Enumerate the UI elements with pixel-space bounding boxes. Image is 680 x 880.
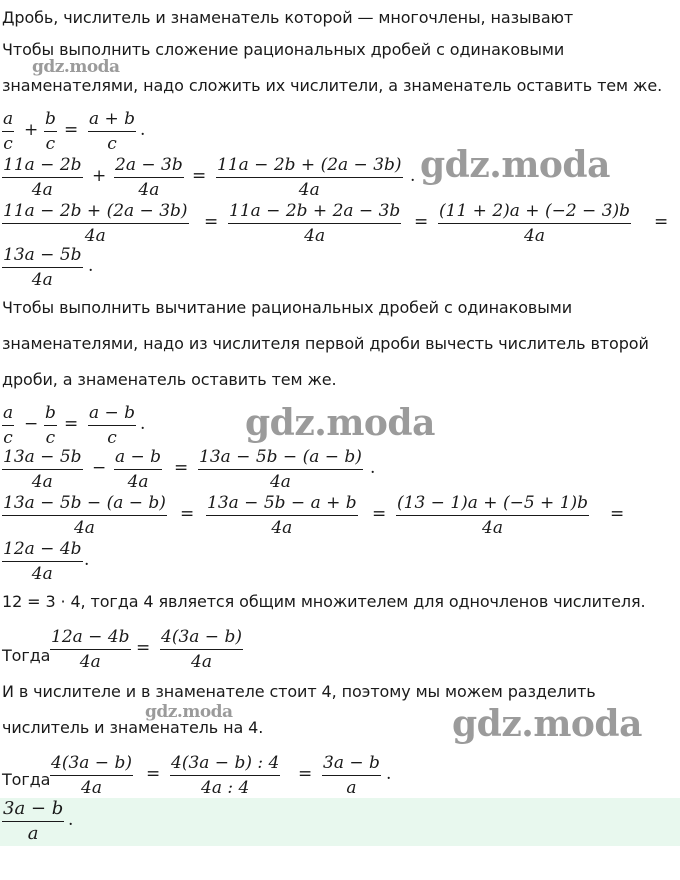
subtraction-rule-line-1: Чтобы выполнить вычитание рациональных дробей с одинаковыми <box>2 298 573 317</box>
final-answer: $\frac{3a - b}{a}$ . <box>3 798 74 844</box>
addition-result: $\frac{13a - 5b}{4a}$ . <box>3 245 94 290</box>
watermark-small-2: gdz.moda <box>145 702 233 722</box>
subtraction-step-1: $\frac{13a - 5b}{4a}$ − $\frac{a - b}{4a}$ = $\frac{13a - 5b - (a - b)}{4a}$ . <box>3 447 376 492</box>
addition-step-1: $\frac{11a - 2b}{4a}$ + $\frac{2a - 3b}{4a}$ = $\frac{11a - 2b + (2a - 3b)}{4a}$ . <box>3 155 416 200</box>
addition-rule-formula: $\frac{a}{c}$ + $\frac{b}{c}$ = $\frac{a + b}{c}$ . <box>3 109 146 154</box>
definition-line: Дробь, числитель и знаменатель которой — многочлены, называют <box>2 8 574 27</box>
watermark-big-2: gdz.moda <box>245 402 435 444</box>
watermark-big-3: gdz.moda <box>452 703 642 745</box>
addition-step-2: $\frac{11a - 2b + (2a - 3b)}{4a}$ = $\frac{11a - 2b + 2a - 3b}{4a}$ = $\frac{(11 + 2)a + (-2 - 3)b}{4a}$ = <box>3 201 669 246</box>
divide-line-1: И в числителе и в знаменателе стоит 4, поэтому мы можем разделить <box>2 682 596 701</box>
factor-line: 12 = 3 · 4, тогда 4 является общим множителем для одночленов числителя. <box>2 592 646 611</box>
divide-line-2: числитель и знаменатель на 4. <box>2 718 264 737</box>
divide-formula: $\frac{4(3a - b)}{4a}$ = $\frac{4(3a - b) : 4}{4a : 4}$ = $\frac{3a - b}{a}$ . <box>51 753 392 798</box>
togda-label-2: Тогда <box>2 770 51 789</box>
subtraction-rule-line-3: дроби, а знаменатель оставить тем же. <box>2 370 337 389</box>
addition-rule-line-1: Чтобы выполнить сложение рациональных дробей с одинаковыми <box>2 40 565 59</box>
addition-rule-line-2: знаменателями, надо сложить их числители, а знаменатель оставить тем же. <box>2 76 663 95</box>
togda-label-1: Тогда <box>2 646 51 665</box>
factor-formula: $\frac{12a - 4b}{4a}$ = $\frac{4(3a - b)}{4a}$ <box>51 627 242 672</box>
watermark-big-1: gdz.moda <box>420 144 610 186</box>
watermark-small-1: gdz.moda <box>32 57 120 77</box>
subtraction-step-2: $\frac{13a - 5b - (a - b)}{4a}$ = $\frac{13a - 5b - a + b}{4a}$ = $\frac{(13 - 1)a + (-5 + 1)b}{4a}$ = <box>3 493 625 538</box>
subtraction-rule-formula: $\frac{a}{c}$ − $\frac{b}{c}$ = $\frac{a - b}{c}$ . <box>3 403 146 448</box>
subtraction-rule-line-2: знаменателями, надо из числителя первой дроби вычесть числитель второй <box>2 334 649 353</box>
subtraction-result: $\frac{12a - 4b}{4a}$ . <box>3 539 90 584</box>
